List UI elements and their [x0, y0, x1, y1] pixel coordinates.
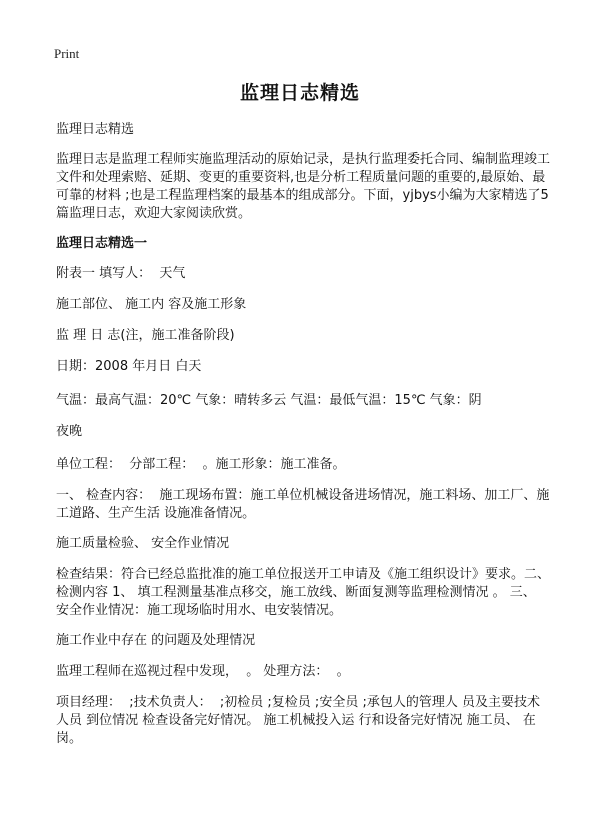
inspection-content-paragraph: 一、 检查内容： 施工现场布置：施工单位机械设备进场情况，施工料场、加工厂、施工道路、生产生活 设施准备情况。 — [56, 488, 550, 521]
unit-project-paragraph: 单位工程： 分部工程： 。施工形象：施工准备。 — [56, 457, 346, 472]
date-paragraph: 日期：2008 年月日 白天 — [56, 359, 202, 374]
document-title: 监理日志精选 — [239, 82, 360, 104]
subtitle-paragraph: 监理日志精选 — [56, 122, 135, 137]
log-type-paragraph: 监 理 日 志(注，施工准备阶段) — [56, 328, 235, 343]
personnel-paragraph: 项目经理： ;技术负责人： ;初检员 ;复检员 ;安全员 ;承包人的管理人 员及主要技术人员 到位情况 检查设备完好情况。 施工机械投入运 行和设备完好情况 施工员、 在岗。 — [56, 695, 540, 746]
quality-check-heading: 施工质量检验、 安全作业情况 — [56, 536, 230, 551]
issues-heading: 施工作业中存在 的问题及处理情况 — [56, 633, 256, 648]
findings-paragraph: 监理工程师在巡视过程中发现， 。 处理方法： 。 — [56, 664, 350, 679]
weather-paragraph: 气温：最高气温：20℃ 气象：晴转多云 气温：最低气温：15℃ 气象：阴 — [56, 393, 482, 408]
form-header-paragraph: 附表一 填写人： 天气 — [56, 266, 186, 281]
night-paragraph: 夜晚 — [56, 424, 83, 439]
construction-scope-paragraph: 施工部位、 施工内 容及施工形象 — [56, 297, 247, 312]
section-heading: 监理日志精选一 — [56, 236, 148, 251]
inspection-result-paragraph: 检查结果：符合已经总监批准的施工单位报送开工申请及《施工组织设计》要求。二、 检测内容 1、 填工程测量基准点移交，施工放线、断面复测等监理检测情况 。 三、 安全作业情况：施工现场临时用水、电安装情况。 — [56, 567, 555, 618]
intro-paragraph: 监理日志是监理工程师实施监理活动的原始记录，是执行监理委托合同、编制监理竣工文件和处理索赔、延期、变更的重要资料,也是分析工程质量问题的重要的,最原始、最可靠的材料 ;也是工程监理档案的最基本的组成部分。下面，yjbys小编为大家精选了5篇监理日志，欢迎大家阅读欣赏。 — [56, 152, 551, 221]
print-label: Print — [54, 46, 80, 61]
